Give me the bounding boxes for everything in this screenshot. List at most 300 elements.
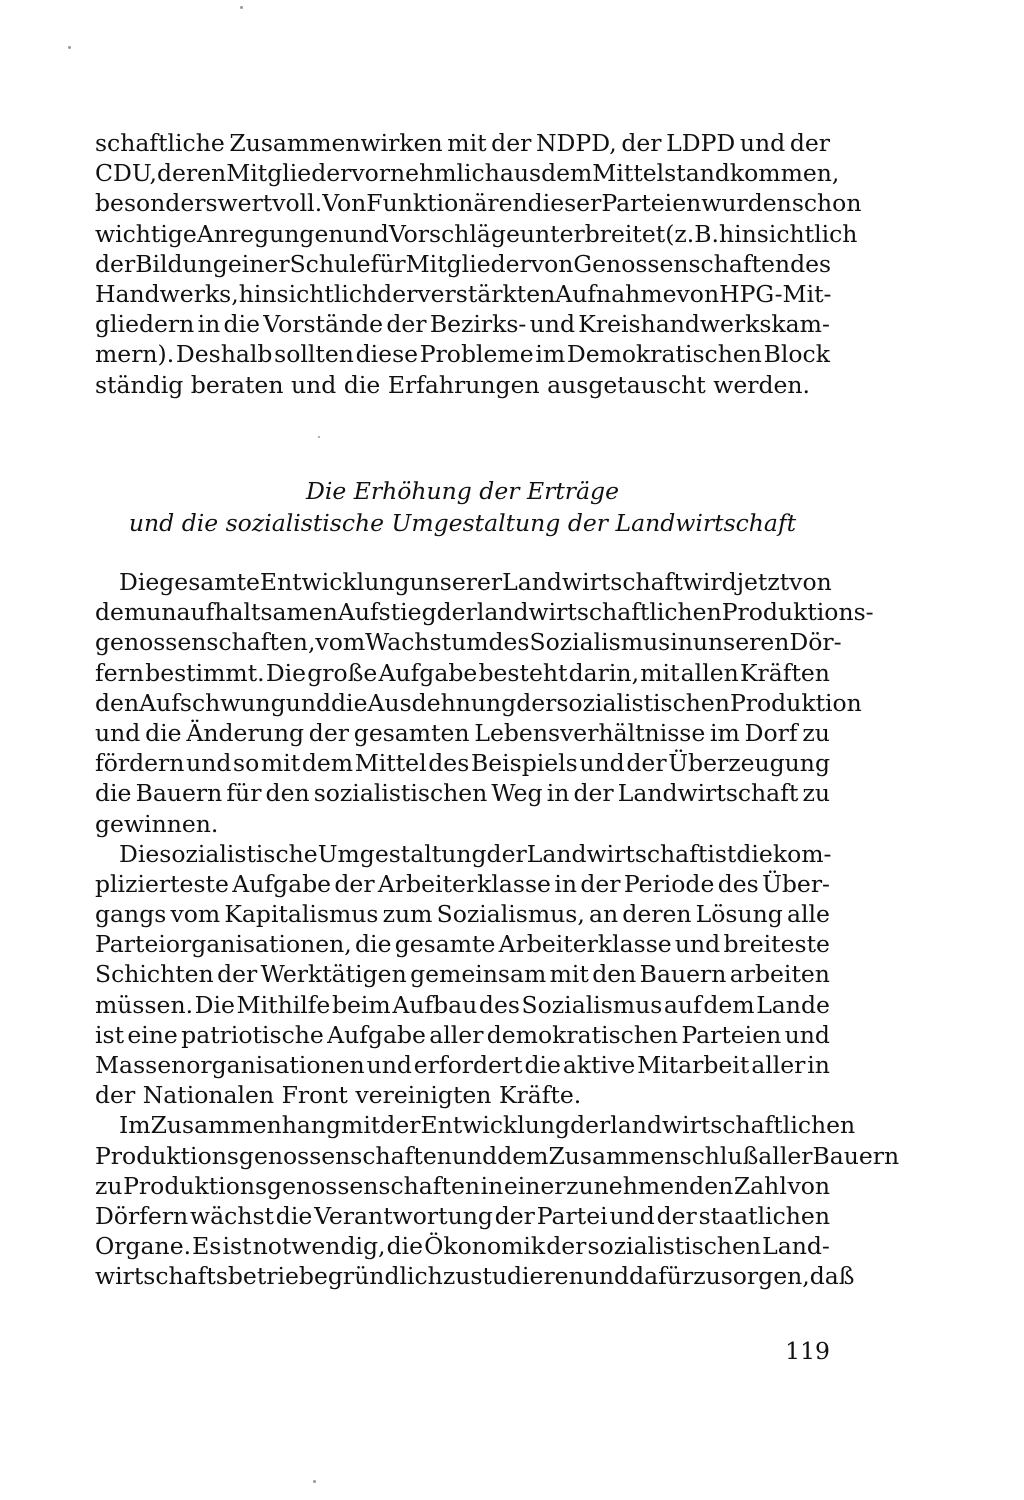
text-line xyxy=(95,1261,855,1291)
word: auf xyxy=(663,990,702,1019)
word: Aufgabe xyxy=(327,1020,426,1049)
section-heading xyxy=(95,475,830,539)
word: in xyxy=(670,628,693,657)
word: demokratischen xyxy=(486,1020,678,1049)
word: Lebensverhältnisse xyxy=(474,718,706,747)
word: der xyxy=(95,249,136,278)
print-speck xyxy=(313,1480,316,1483)
word: und xyxy=(739,129,786,157)
word: und xyxy=(95,718,141,747)
word: verstärkten xyxy=(417,279,556,308)
word: die xyxy=(355,930,392,959)
word: ist xyxy=(707,839,737,868)
word: der xyxy=(516,688,557,717)
word: zum xyxy=(382,900,433,929)
word: fern xyxy=(95,658,144,687)
word: Produktions- xyxy=(721,598,874,627)
word: Handwerks, xyxy=(95,279,239,308)
word: zunehmenden xyxy=(566,1171,734,1200)
word: der xyxy=(491,129,532,157)
word: die xyxy=(95,779,132,808)
word: patriotische xyxy=(181,1020,324,1049)
word: für xyxy=(226,779,262,808)
word: Erfahrungen xyxy=(387,370,540,399)
word: Verantwortung xyxy=(314,1201,493,1230)
word: unaufhaltsamen xyxy=(146,598,338,627)
word: müssen. xyxy=(95,990,194,1019)
word: Periode xyxy=(623,869,715,898)
word: notwendig, xyxy=(252,1232,386,1261)
word: der xyxy=(95,1081,136,1110)
word: Zusammenschluß xyxy=(548,1141,759,1170)
word: Aufbau xyxy=(392,990,478,1019)
word: Aufgabe xyxy=(378,658,478,687)
word: Änderung xyxy=(186,718,304,747)
word: gemeinsam xyxy=(410,960,547,989)
text-line xyxy=(95,990,830,1020)
word: Beispiels xyxy=(470,749,578,778)
word: Schichten xyxy=(95,960,214,989)
word: kommen, xyxy=(729,159,840,188)
print-speck xyxy=(68,46,71,49)
word: der xyxy=(570,1111,611,1140)
word: Mittelstand xyxy=(592,159,730,188)
text-line xyxy=(95,748,830,778)
text-line xyxy=(95,627,842,657)
word: Zusammenwirken xyxy=(229,129,443,157)
word: des xyxy=(428,749,470,778)
text-line xyxy=(95,929,830,959)
word: hinsichtlich xyxy=(719,219,858,248)
word: Parteiorganisationen, xyxy=(95,930,352,959)
word: Sozialismus xyxy=(521,990,663,1019)
word: B. xyxy=(694,219,719,248)
word: wirtschaftsbetriebe xyxy=(95,1262,328,1291)
text-line xyxy=(95,567,830,597)
word: bestimmt. xyxy=(145,658,265,687)
word: des xyxy=(717,869,759,898)
top-paragraph xyxy=(95,128,862,400)
word: Arbeiterklasse xyxy=(498,930,672,959)
word: eine xyxy=(127,1020,178,1049)
print-speck xyxy=(240,6,243,9)
word: Weg xyxy=(491,779,543,808)
word: CDU, xyxy=(95,159,157,188)
word: die xyxy=(386,1232,424,1261)
word: sozialistischen xyxy=(556,688,730,717)
text-line xyxy=(95,279,830,309)
word: arbeiten xyxy=(729,960,830,989)
text-line xyxy=(95,718,830,748)
word: genossenschaften, xyxy=(95,628,316,657)
word: daß xyxy=(809,1262,855,1291)
word: Land- xyxy=(762,1232,830,1261)
word: dieser xyxy=(527,189,602,218)
word: mit xyxy=(640,658,680,687)
word: aller xyxy=(751,1051,806,1079)
word: Überzeugung xyxy=(668,749,830,778)
word: der xyxy=(789,129,830,157)
word: (z. xyxy=(665,219,695,248)
text-line xyxy=(95,597,874,627)
word: Kreishandwerkskam- xyxy=(578,310,830,339)
word: der xyxy=(494,1201,535,1230)
word: Sozialismus xyxy=(529,628,671,657)
word: Deshalb xyxy=(175,340,273,369)
word: Aufnahme xyxy=(555,279,677,308)
word: breiteste xyxy=(723,930,830,959)
text-line xyxy=(95,839,830,869)
word: Front xyxy=(281,1081,348,1110)
word: des xyxy=(790,249,832,278)
word: ständig xyxy=(95,370,184,399)
word: die xyxy=(524,1051,561,1079)
word: wertvoll. xyxy=(217,189,323,218)
word: Lande xyxy=(756,990,830,1019)
word: von xyxy=(676,279,720,308)
word: Aufstieg xyxy=(337,598,437,627)
word: vom xyxy=(170,900,221,929)
text-line xyxy=(95,128,830,158)
word: Mitglieder xyxy=(405,249,531,278)
word: große xyxy=(307,658,378,687)
word: der xyxy=(486,839,527,868)
word: HPG-Mit- xyxy=(719,279,832,308)
word: sozialistischen xyxy=(313,779,488,808)
word: Produktionsgenossenschaften xyxy=(123,1171,480,1200)
text-line xyxy=(95,370,830,400)
word: von xyxy=(789,568,832,596)
word: Mittel xyxy=(354,749,427,778)
word: Die xyxy=(119,568,160,596)
word: einer xyxy=(227,249,290,278)
word: die xyxy=(331,688,368,717)
word: Landwirtschaft xyxy=(526,839,708,868)
word: Dörfern xyxy=(95,1201,189,1230)
word: und xyxy=(451,1141,498,1170)
word: die xyxy=(736,839,773,868)
word: Ausdehnung xyxy=(367,688,517,717)
word: aktive xyxy=(562,1051,636,1079)
word: gliedern xyxy=(95,310,195,339)
word: die xyxy=(223,310,260,339)
word: Von xyxy=(322,189,367,218)
word: so xyxy=(233,749,260,778)
word: in xyxy=(480,1171,504,1200)
text-line xyxy=(95,219,858,249)
word: gesamten xyxy=(353,718,470,747)
word: aller xyxy=(758,1141,813,1170)
word: der xyxy=(377,279,418,308)
word: fördern xyxy=(95,749,185,778)
word: zu xyxy=(693,1262,721,1291)
word: und xyxy=(343,219,389,248)
word: der xyxy=(626,749,667,778)
word: Aufgabe xyxy=(232,869,332,898)
word: Im xyxy=(119,1111,151,1140)
word: zu xyxy=(442,1262,471,1291)
word: der xyxy=(436,598,477,627)
word: und xyxy=(366,1051,412,1079)
word: der xyxy=(656,1201,697,1230)
word: der xyxy=(580,869,621,898)
word: Probleme xyxy=(419,340,534,369)
text-line xyxy=(95,778,830,808)
word: zu xyxy=(802,779,830,808)
word: schaftliche xyxy=(95,129,225,157)
word: in xyxy=(546,779,570,808)
word: Vorstände xyxy=(263,310,384,339)
word: diese xyxy=(355,340,419,369)
word: die xyxy=(145,718,182,747)
word: dem xyxy=(301,749,354,778)
word: Aufschwung xyxy=(139,688,286,717)
word: vornehmlich xyxy=(351,159,500,188)
text-line xyxy=(95,899,830,929)
word: der xyxy=(217,960,258,989)
word: gesamte xyxy=(394,930,496,959)
word: Massenorganisationen xyxy=(95,1051,365,1079)
word: LDPD xyxy=(666,129,736,157)
word: beim xyxy=(331,990,391,1019)
word: der xyxy=(546,1232,587,1261)
word: unseren xyxy=(692,628,790,657)
page-number: 119 xyxy=(785,1337,830,1365)
word: Landwirtschaft xyxy=(617,779,799,808)
word: Kapitalismus xyxy=(224,900,379,929)
word: Parteien xyxy=(601,189,702,218)
word: dem xyxy=(95,598,147,627)
word: mit xyxy=(447,129,487,157)
word: gewinnen. xyxy=(95,809,219,838)
word: vom xyxy=(315,628,366,657)
word: Lösung xyxy=(695,900,783,929)
word: und xyxy=(290,370,337,399)
word: Demokratischen xyxy=(566,340,762,369)
word: Genossenschaften xyxy=(573,249,791,278)
word: besonders xyxy=(95,189,218,218)
word: einer xyxy=(503,1171,566,1200)
word: der xyxy=(621,129,662,157)
word: der xyxy=(386,310,427,339)
word: hinsichtlich xyxy=(238,279,378,308)
word: ist xyxy=(95,1020,125,1049)
word: landwirtschaftlichen xyxy=(476,598,722,627)
word: der xyxy=(573,779,614,808)
word: Funktionären xyxy=(366,189,528,218)
word: Bauern xyxy=(135,779,223,808)
word: Kräfte. xyxy=(498,1081,582,1110)
word: alle xyxy=(786,900,830,929)
word: sozialistische xyxy=(159,839,318,868)
text-line xyxy=(95,809,830,839)
word: und xyxy=(674,930,721,959)
word: und xyxy=(529,310,575,339)
text-line xyxy=(95,158,840,188)
word: für xyxy=(370,249,406,278)
word: Dorf xyxy=(744,718,798,747)
word: Block xyxy=(763,340,830,369)
word: und xyxy=(285,688,332,717)
word: und xyxy=(186,749,232,778)
word: ist xyxy=(222,1232,252,1261)
word: Entwicklung xyxy=(420,1111,571,1140)
word: die xyxy=(343,370,381,399)
word: Bezirks- xyxy=(429,310,527,339)
text-line xyxy=(95,188,862,218)
text-line xyxy=(95,1231,830,1261)
word: sozialistischen xyxy=(587,1232,762,1261)
word: wurden xyxy=(701,189,792,218)
word: Parteien xyxy=(681,1020,782,1049)
word: staatlichen xyxy=(698,1201,830,1230)
word: dafür xyxy=(629,1262,694,1291)
word: Entwicklung xyxy=(259,568,410,596)
heading-line-1: Die Erhöhung der Erträge xyxy=(305,477,619,505)
word: aus xyxy=(499,159,542,188)
word: Anregungen xyxy=(196,219,344,248)
word: landwirtschaftlichen xyxy=(610,1111,856,1140)
word: Arbeiterklasse xyxy=(377,869,551,898)
word: unserer xyxy=(409,568,503,596)
word: erfordert xyxy=(413,1051,523,1079)
word: Über- xyxy=(762,869,830,898)
word: die xyxy=(275,1201,313,1230)
word: Zusammenhang xyxy=(150,1111,342,1140)
word: NDPD, xyxy=(535,129,617,157)
text-line xyxy=(95,1141,900,1171)
word: allen xyxy=(680,658,739,687)
word: zu xyxy=(802,718,830,747)
word: und xyxy=(784,1020,830,1049)
text-line xyxy=(95,658,830,688)
text-line xyxy=(95,1080,830,1110)
word: Nationalen xyxy=(142,1081,275,1110)
word: schon xyxy=(791,189,862,218)
word: dem xyxy=(541,159,593,188)
word: den xyxy=(265,779,310,808)
word: gangs xyxy=(95,900,167,929)
word: und xyxy=(609,1201,655,1230)
word: Vorschläge xyxy=(388,219,520,248)
text-line xyxy=(95,1050,830,1080)
word: wichtige xyxy=(95,219,197,248)
word: Zahl xyxy=(733,1171,787,1200)
word: mit xyxy=(341,1111,381,1140)
word: mit xyxy=(549,960,589,989)
word: deren xyxy=(622,900,692,929)
word: Dör- xyxy=(789,628,842,657)
print-speck xyxy=(318,436,320,438)
text-line xyxy=(95,959,830,989)
word: der xyxy=(380,1111,421,1140)
word: kom- xyxy=(772,839,832,868)
word: dem xyxy=(703,990,755,1019)
word: gesamte xyxy=(159,568,260,596)
word: Werktätigen xyxy=(260,960,407,989)
heading-line-2: und die sozialistische Umgestaltung der Landwirtschaft xyxy=(128,509,797,537)
word: von xyxy=(530,249,574,278)
word: Die xyxy=(194,990,235,1019)
text-line xyxy=(95,249,830,279)
word: der xyxy=(334,869,375,898)
word: und xyxy=(579,749,625,778)
body-text xyxy=(95,567,900,1292)
text-line xyxy=(95,1201,830,1231)
word: Bildung xyxy=(135,249,228,278)
text-line xyxy=(95,1110,856,1140)
word: in xyxy=(807,1051,830,1079)
word: Mitarbeit xyxy=(637,1051,750,1079)
word: mern). xyxy=(95,340,175,369)
word: und xyxy=(583,1262,630,1291)
word: im xyxy=(710,718,740,747)
word: gründlich xyxy=(327,1262,443,1291)
word: Schule xyxy=(289,249,371,278)
word: mit xyxy=(260,749,301,778)
word: an xyxy=(588,900,619,929)
word: von xyxy=(787,1171,830,1200)
word: deren xyxy=(156,159,227,188)
word: Kräften xyxy=(739,658,830,687)
word: beraten xyxy=(190,370,284,399)
word: darin, xyxy=(568,658,640,687)
text-line xyxy=(95,1171,830,1201)
word: Produktion xyxy=(729,688,862,717)
word: unterbreitet xyxy=(519,219,666,248)
word: Mitglieder xyxy=(226,159,352,188)
word: Produktionsgenossenschaften xyxy=(95,1141,452,1170)
text-line xyxy=(95,688,862,718)
word: plizierteste xyxy=(95,869,229,898)
word: im xyxy=(535,340,566,369)
word: sorgen, xyxy=(720,1262,810,1291)
word: in xyxy=(197,310,221,339)
word: in xyxy=(554,869,577,898)
word: Umgestaltung xyxy=(317,839,487,868)
word: Wachstum xyxy=(365,628,489,657)
word: Die xyxy=(119,839,160,868)
text-line xyxy=(95,869,830,899)
word: den xyxy=(95,688,140,717)
word: jetzt xyxy=(736,568,790,596)
word: besteht xyxy=(478,658,568,687)
word: Bauern xyxy=(639,960,727,989)
text-line xyxy=(95,1020,830,1050)
word: Organe. xyxy=(95,1232,192,1261)
word: werden. xyxy=(713,370,811,399)
word: Partei xyxy=(536,1201,608,1230)
word: Die xyxy=(265,658,307,687)
word: zu xyxy=(95,1171,123,1200)
word: des xyxy=(488,628,530,657)
word: Ökonomik xyxy=(424,1232,546,1261)
word: aller xyxy=(429,1020,484,1049)
word: Mithilfe xyxy=(236,990,331,1019)
word: der xyxy=(308,718,349,747)
text-line xyxy=(95,309,830,339)
word: dem xyxy=(497,1141,549,1170)
word: den xyxy=(592,960,637,989)
word: Sozialismus, xyxy=(436,900,585,929)
word: wächst xyxy=(190,1201,274,1230)
text-line xyxy=(95,339,830,369)
word: studieren xyxy=(470,1262,584,1291)
word: Landwirtschaft xyxy=(502,568,683,596)
word: Bauern xyxy=(812,1141,900,1170)
word: sollten xyxy=(274,340,354,369)
word: des xyxy=(478,990,520,1019)
